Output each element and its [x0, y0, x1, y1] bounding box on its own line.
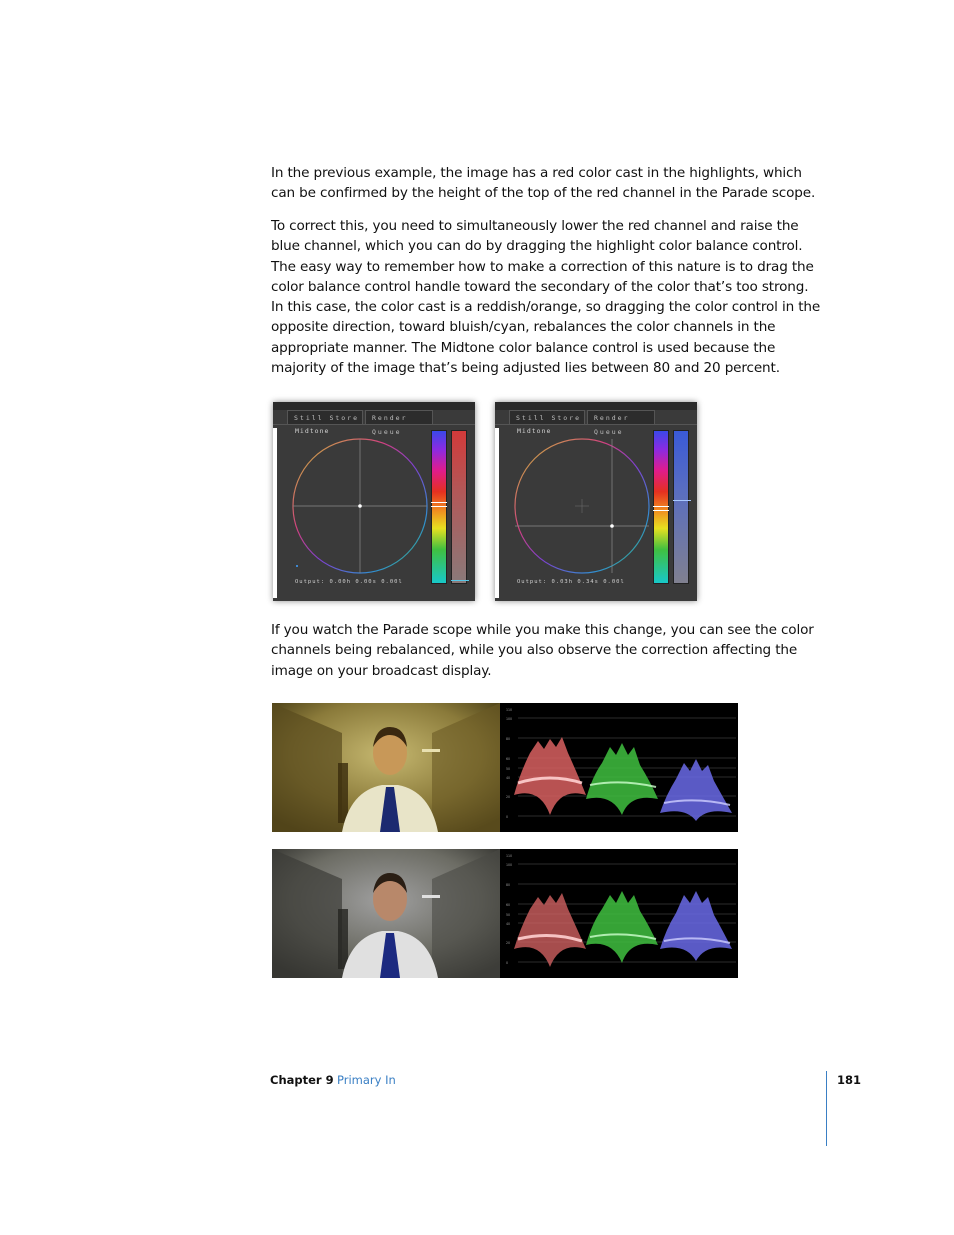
tab-still-store[interactable]: Still Store [509, 410, 585, 424]
hue-spectrum-bar[interactable] [431, 430, 447, 584]
scope-scale-50: 50 [506, 767, 511, 771]
footer-divider [826, 1071, 827, 1146]
midtone-label: Midtone [517, 427, 552, 435]
scope-scale-50: 50 [506, 913, 511, 917]
broadcast-image-before [272, 703, 500, 832]
scope-scale-100: 100 [506, 863, 513, 867]
wheel-indicator [296, 565, 298, 567]
color-balance-panel-after [495, 402, 697, 601]
scope-scale-100: 100 [506, 717, 513, 721]
balance-level-bar[interactable] [673, 430, 689, 584]
scope-scale-60: 60 [506, 757, 511, 761]
green-channel-trace [586, 891, 658, 963]
scope-scale-20: 20 [506, 795, 511, 799]
page-number: 181 [837, 1073, 862, 1087]
blue-channel-trace [660, 891, 732, 961]
tab-render-queue[interactable]: Render Queue [587, 410, 655, 424]
footer-chapter: Chapter 9 [270, 1073, 334, 1087]
blue-channel-trace [660, 759, 732, 821]
red-channel-trace [514, 737, 586, 815]
paragraph-parade-scope: If you watch the Parade scope while you make this change, you can see the color channels being rebalanced, while you also observe the correction affecting the image on your broadcast display. [271, 622, 814, 679]
parade-scope-after [500, 849, 738, 978]
scope-scale-80: 80 [506, 883, 511, 887]
paragraph-correction: To correct this, you need to simultaneously lower the red channel and raise the blue channel, which you can do by dragging the highlight color balance control. The easy way to remember how to make a correction of this nature is to drag the color balance control handle toward the secondary of the color that’s too strong. In this case, the color cast is a reddish/orange, so dragging the color control in the opposite direction, toward bluish/cyan, rebalances the color channels in the appropriate manner. The Midtone color balance control is used because the majority of the image that’s being adjusted lies between 80 and 20 percent. [271, 218, 821, 377]
green-channel-trace [586, 743, 658, 815]
midtone-label: Midtone [295, 427, 330, 435]
balance-level-bar[interactable] [451, 430, 467, 584]
parade-scope-before [500, 703, 738, 832]
scope-scale-110: 110 [506, 708, 513, 712]
output-readout: Output: 0.00h 0.00s 0.00l [295, 579, 403, 585]
scope-scale-40: 40 [506, 922, 511, 926]
panel-topbar [273, 402, 475, 410]
footer-section: Primary In [337, 1073, 396, 1087]
output-readout: Output: 0.03h 0.34s 0.00l [517, 579, 625, 585]
panel-topbar [495, 402, 697, 410]
color-balance-wheel[interactable] [289, 438, 429, 578]
broadcast-image-after [272, 849, 500, 978]
scope-scale-110: 110 [506, 854, 513, 858]
scope-scale-40: 40 [506, 776, 511, 780]
color-balance-wheel[interactable] [511, 438, 651, 578]
balance-handle[interactable] [610, 524, 614, 528]
tab-still-store[interactable]: Still Store [287, 410, 363, 424]
scope-scale-80: 80 [506, 737, 511, 741]
scope-scale-60: 60 [506, 903, 511, 907]
scope-scale-20: 20 [506, 941, 511, 945]
color-balance-panel-before [273, 402, 475, 601]
balance-handle[interactable] [358, 504, 362, 508]
scope-scale-0: 0 [506, 815, 509, 819]
paragraph-red-cast: In the previous example, the image has a red color cast in the highlights, which can be confirmed by the height of the top of the red channel in the Parade scope. [271, 165, 816, 202]
tab-render-queue[interactable]: Render Queue [365, 410, 433, 424]
scope-scale-0: 0 [506, 961, 509, 965]
hue-spectrum-bar[interactable] [653, 430, 669, 584]
